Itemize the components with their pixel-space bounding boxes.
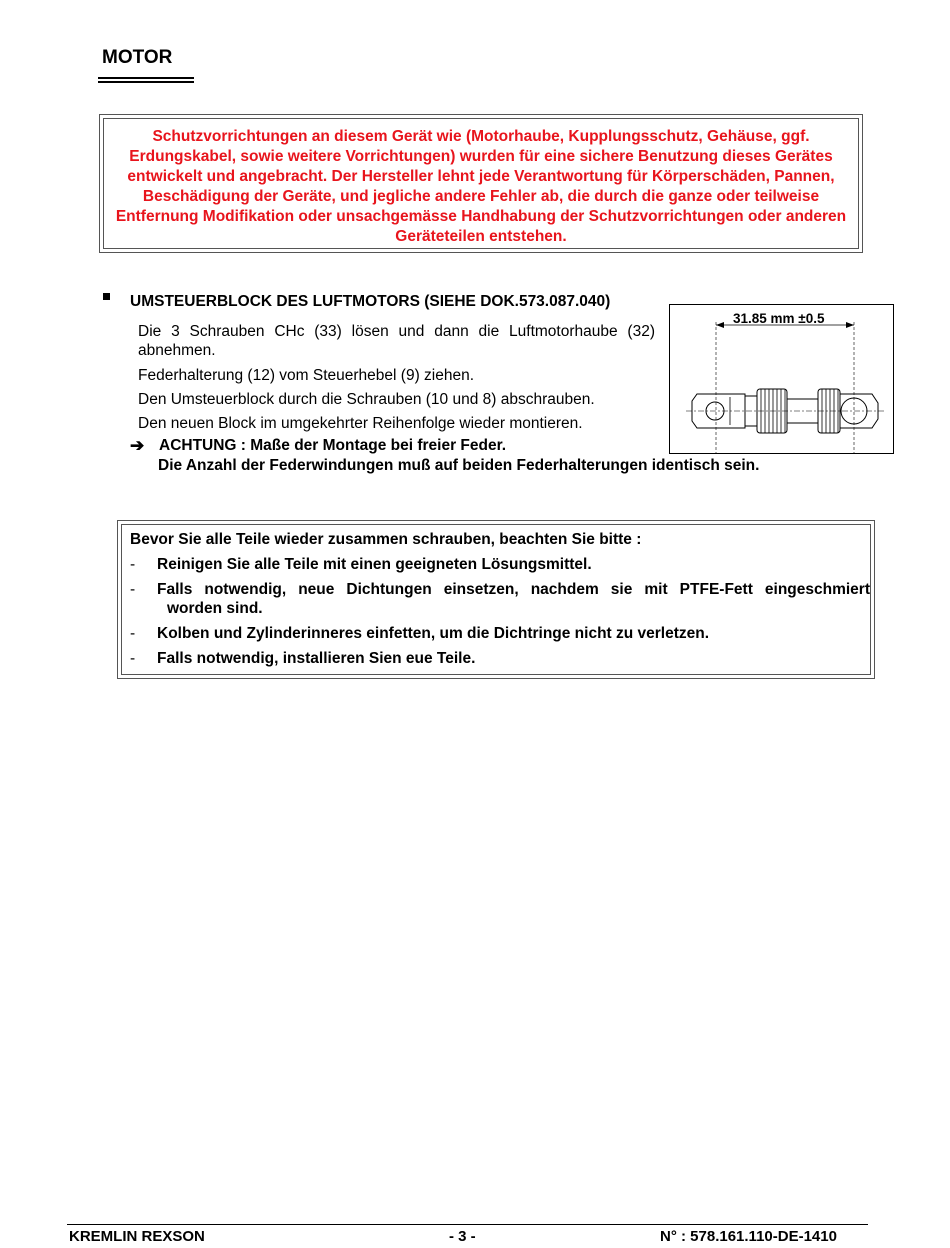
attention-line-2: Die Anzahl der Federwindungen muß auf beiden Federhalterungen identisch sein.	[158, 457, 760, 474]
spring-assembly-drawing	[670, 305, 893, 453]
footer-page-number: - 3 -	[449, 1228, 476, 1245]
safety-warning-box	[99, 114, 863, 253]
safety-warning-text: Schutzvorrichtungen an diesem Gerät wie (Motorhaube, Kupplungsschutz, Gehäuse, ggf. Erdungskabel, sowie weitere Vorrichtungen) wurden für eine sichere Benutzung dieses Gerätes entwickelt und angebracht. Der Hersteller lehnt jede Verantwortung für Körperschäden, Pannen, Beschädigung der Geräte, und jegliche andere Fehler ab, die durch die ganze oder teilweise Entfernung Modifikation oder unsachgemässe Handhabung der Schutzvorrichtungen oder anderen Geräteteilen entstehen.	[103, 118, 859, 249]
footer-divider	[67, 1224, 868, 1225]
step-1: Die 3 Schrauben CHc (33) lösen und dann die Luftmotorhaube (32) abnehmen.	[138, 323, 655, 359]
note-item-4: Falls notwendig, installieren Sien eue Teile.	[157, 650, 476, 667]
list-dash: -	[130, 625, 136, 642]
step-2: Federhalterung (12) vom Steuerhebel (9) ziehen.	[138, 367, 475, 384]
arrow-right-icon: ➔	[130, 436, 145, 455]
step-3: Den Umsteuerblock durch die Schrauben (10 und 8) abschrauben.	[138, 391, 595, 408]
dimension-label: 31.85 mm ±0.5	[733, 311, 825, 326]
footer-doc-number: N° : 578.161.110-DE-1410	[660, 1228, 837, 1245]
footer-company: KREMLIN REXSON	[69, 1228, 205, 1245]
title-underline	[98, 77, 194, 83]
section-title: UMSTEUERBLOCK DES LUFTMOTORS (SIEHE DOK.573.087.040)	[130, 293, 611, 310]
note-item-2-continued: worden sind.	[167, 600, 263, 617]
step-4: Den neuen Block im umgekehrter Reihenfolge wieder montieren.	[138, 415, 583, 432]
spring-assembly-figure	[669, 304, 894, 454]
note-item-1: Reinigen Sie alle Teile mit einen geeigneten Lösungsmittel.	[157, 556, 592, 573]
list-dash: -	[130, 581, 136, 598]
note-item-3: Kolben und Zylinderinneres einfetten, um die Dichtringe nicht zu verletzen.	[157, 625, 710, 642]
note-heading: Bevor Sie alle Teile wieder zusammen schrauben, beachten Sie bitte :	[130, 531, 642, 548]
list-dash: -	[130, 556, 136, 573]
section-bullet-icon	[103, 293, 110, 300]
page-title: MOTOR	[102, 47, 173, 68]
attention-line-1: ACHTUNG : Maße der Montage bei freier Feder.	[159, 437, 507, 454]
list-dash: -	[130, 650, 136, 667]
note-item-2: Falls notwendig, neue Dichtungen einsetzen, nachdem sie mit PTFE-Fett eingeschmiert	[157, 581, 870, 598]
